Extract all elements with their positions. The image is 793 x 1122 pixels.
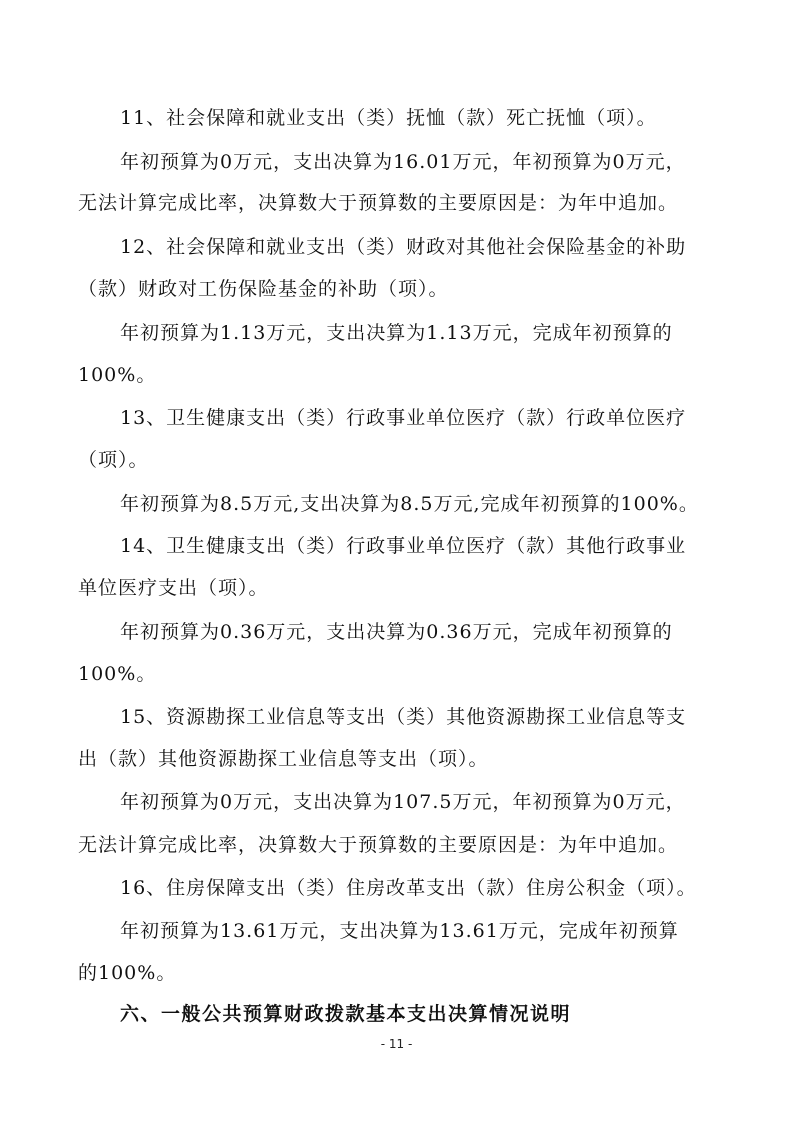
item-14-budget-line-1: 年初预算为0.36万元，支出决算为0.36万元，完成年初预算的 (120, 621, 673, 643)
item-11-budget-line-2: 无法计算完成比率，决算数大于预算数的主要原因是：为年中追加。 (78, 192, 679, 214)
item-16-budget-line-1: 年初预算为13.61万元，支出决算为13.61万元，完成年初预算 (120, 920, 679, 942)
item-15-budget-line-1: 年初预算为0万元，支出决算为107.5万元，年初预算为0万元， (120, 791, 686, 813)
item-14-title-line-1: 14、卫生健康支出（类）行政事业单位医疗（款）其他行政事业 (120, 535, 687, 557)
item-11-title: 11、社会保障和就业支出（类）抚恤（款）死亡抚恤（项）。 (120, 107, 657, 129)
item-11-budget-line-1: 年初预算为0万元，支出决算为16.01万元，年初预算为0万元， (120, 151, 686, 173)
item-16-title: 16、住房保障支出（类）住房改革支出（款）住房公积金（项）。 (120, 877, 697, 899)
item-12-title-line-2: （款）财政对工伤保险基金的补助（项）。 (78, 278, 449, 300)
item-15-title-line-1: 15、资源勘探工业信息等支出（类）其他资源勘探工业信息等支 (120, 706, 687, 728)
page-number: - 11 - (380, 1037, 413, 1051)
item-12-budget-line-1: 年初预算为1.13万元，支出决算为1.13万元，完成年初预算的 (120, 322, 673, 344)
section-heading: 六、一般公共预算财政拨款基本支出决算情况说明 (120, 1003, 572, 1025)
item-15-title-line-2: 出（款）其他资源勘探工业信息等支出（项）。 (78, 748, 489, 770)
item-13-title-line-1: 13、卫生健康支出（类）行政事业单位医疗（款）行政单位医疗 (120, 407, 687, 429)
item-13-budget-line: 年初预算为8.5万元,支出决算为8.5万元,完成年初预算的100%。 (120, 493, 699, 515)
item-12-budget-line-2: 100%。 (78, 364, 157, 386)
item-13-title-line-2: （项）。 (78, 449, 149, 471)
item-16-budget-line-2: 的100%。 (78, 962, 177, 984)
item-14-budget-line-2: 100%。 (78, 663, 157, 685)
item-14-title-line-2: 单位医疗支出（项）。 (78, 577, 269, 599)
item-15-budget-line-2: 无法计算完成比率，决算数大于预算数的主要原因是：为年中追加。 (78, 834, 679, 856)
item-12-title-line-1: 12、社会保障和就业支出（类）财政对其他社会保险基金的补助 (120, 236, 687, 258)
